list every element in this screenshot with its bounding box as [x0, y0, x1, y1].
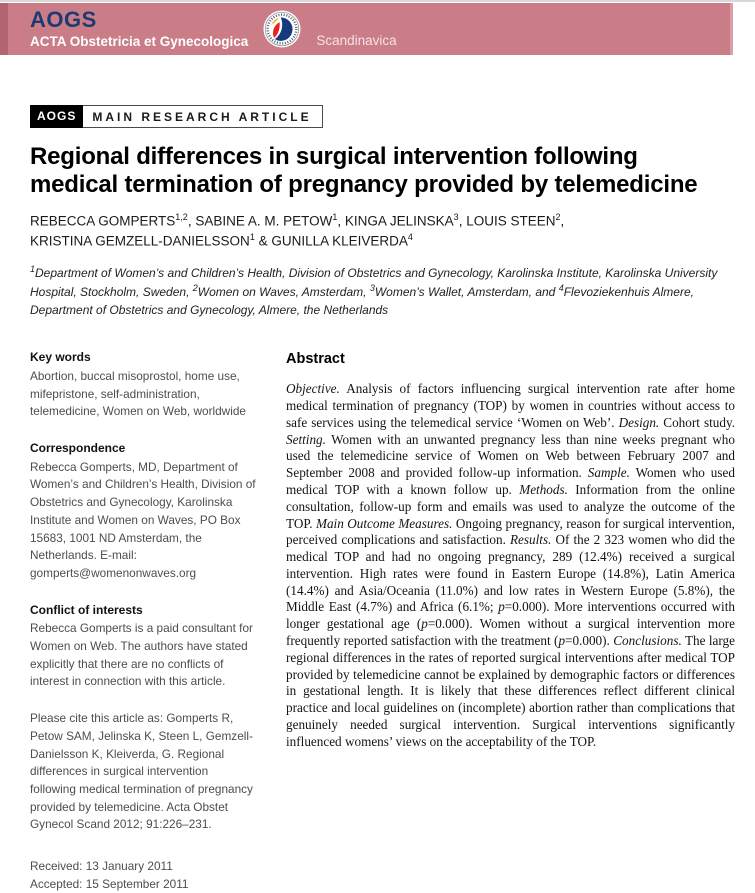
journal-emblem-icon	[263, 10, 301, 48]
sidebar-section	[30, 440, 256, 583]
abstract-heading: Abstract	[286, 351, 345, 368]
received-accepted-dates	[30, 858, 256, 893]
journal-name-suffix: Scandinavica	[316, 32, 397, 48]
article-first-page	[0, 55, 755, 893]
sidebar-section-heading: Correspondence	[30, 440, 126, 455]
abstract-section	[286, 349, 735, 893]
article-type-badge	[30, 105, 323, 128]
sidebar-section	[30, 710, 256, 834]
two-column-layout	[30, 349, 735, 893]
article-title-line2: medical termination of pregnancy provided by telemedicine	[30, 171, 698, 199]
sidebar-section-body: Rebecca Gomperts is a paid consultant for Women on Web. The authors have stated explicitly that there are no conflicts of interest in connection with this article.	[30, 621, 253, 689]
sidebar-section-body: Please cite this article as: Gomperts R, Petow SAM, Jelinska K, Steen L, Gemzell-Danielsson K, Kleiverda, G. Regional differences in surgical intervention following medical termination of pregnancy provided by telemedicine. Acta Obstet Gynecol Scand 2012; 91:226–231.	[30, 711, 253, 832]
article-title	[30, 143, 735, 200]
sidebar-section-body: Rebecca Gomperts, MD, Department of Women’s and Children’s Health, Division of Obstetrics and Gynecology, Karolinska Institute and Women on Waves, PO Box 15683, 1001 ND Amsterdam, the Netherlands. E-mail: gomperts@womenonwaves.org	[30, 459, 256, 580]
sidebar-section	[30, 602, 256, 692]
page-top-rule	[0, 0, 755, 2]
badge-journal-tag: AOGS	[30, 105, 83, 128]
affiliation-list: $^1$Department of Women’s and Children’s Health, Division of Obstetrics and Gynecology, Karolinska Institute, Karolinska University Hospital, Stockholm, Sweden, $^2$Women on Waves, Amsterdam, $^3$Women’s Wallet, Amsterdam, and $^4$Flevoziekenhuis Almere, Department of Obstetrics and Gynecology, Almere, the Netherlands	[30, 264, 718, 318]
accepted-date: Accepted: 15 September 2011	[30, 876, 189, 891]
article-title-line1: Regional differences in surgical intervention following	[30, 143, 638, 170]
journal-banner-titles	[30, 6, 249, 49]
journal-abbrev: AOGS	[30, 6, 97, 32]
received-date: Received: 13 January 2011	[30, 858, 173, 873]
journal-banner	[0, 3, 733, 55]
journal-name: ACTA Obstetricia et Gynecologica	[30, 33, 249, 49]
badge-article-type-label: MAIN RESEARCH ARTICLE	[83, 105, 322, 128]
article-metadata-sidebar	[30, 349, 256, 893]
sidebar-section-body: Abortion, buccal misoprostol, home use, mifepristone, self-administration, telemedicine, Women on Web, worldwide	[30, 368, 246, 419]
sidebar-section-heading: Key words	[30, 350, 91, 365]
sidebar-section	[30, 349, 256, 421]
abstract-body: Objective. Analysis of factors influencing surgical intervention rate after home medical termination of pregnancy (TOP) by women in countries without access to safe services using the telemedical service ‘Women on Web’. Design. Cohort study. Setting. Women with an unwanted pregnancy less than nine weeks pregnant who used the telemedicine service of Women on Web between February 2007 and September 2008 and provided follow-up information. Sample. Women who used medical TOP with a known follow up. Methods. Information from the online consultation, follow-up form and emails was used to analyze the outcome of the TOP. Main Outcome Measures. Ongoing pregnancy, reason for surgical intervention, perceived complications and satisfaction. Results. Of the 2 323 women who did the medical TOP and had no ongoing pregnancy, 289 (12.4%) received a surgical intervention. High rates were found in Eastern Europe (14.8%), Latin America (14.4%) and Asia/Oceania (11.0%) and low rates in Western Europe (5.8%), the Middle East (4.7%) and Africa (6.1%; p=0.000). More interventions occurred with longer gestational age (p=0.000). Women without a surgical intervention more frequently reported satisfaction with the treatment (p=0.000). Conclusions. The large regional differences in the rates of reported surgical interventions after medical TOP provided by telemedicine cannot be explained by demographic factors or differences in gestational length. It is likely that these differences reflect different clinical practice and local guidelines on (incomplete) abortion rather than complications that genuinely needed surgical intervention. Surgical interventions significantly influenced womens’ views on the acceptability of the TOP.	[286, 381, 735, 749]
sidebar-section-heading: Conflict of interests	[30, 602, 143, 617]
author-list: REBECCA GOMPERTS$^{1,2}$, SABINE A. M. PETOW$^1$, KINGA JELINSKA$^3$, LOUIS STEEN$^2$, KRISTINA GEMZELL-DANIELSSON$^1$ & GUNILLA KLEIVERDA$^4$	[30, 211, 565, 249]
